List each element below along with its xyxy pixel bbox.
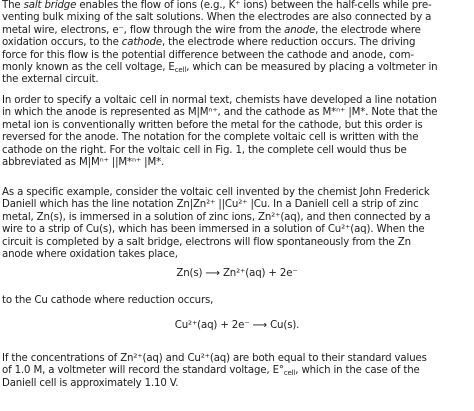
text-line: circuit is completed by a salt bridge, electrons will flow spontaneously from the Zn [2, 236, 411, 248]
text-line: metal ion is conventionally written before the metal for the cathode, but this order is [2, 119, 423, 131]
paragraph-reduction-intro [2, 295, 472, 307]
text-line: force for this flow is the potential difference between the cathode and anode, com- [2, 49, 414, 61]
text-line: in which the anode is represented as M|Mⁿ⁺, and the cathode as M*ⁿ⁺ |M*. Note that the [2, 107, 438, 119]
text-line: In order to specify a voltaic cell in normal text, chemists have developed a line notation [2, 95, 437, 106]
oxidation-equation: Zn(s) ⟶ Zn²⁺(aq) + 2e⁻ [176, 268, 298, 279]
text-line: metal wire, electrons, e⁻, flow through the wire from the anode, the electrode where [2, 24, 421, 36]
text-line: The salt bridge enables the flow of ions (e.g., K⁺ ions) between the half-cells while pre- [2, 0, 432, 11]
text-line: abbreviated as M|Mⁿ⁺ ||M*ⁿ⁺ |M*. [2, 157, 165, 169]
reduction-equation: Cu²⁺(aq) + 2e⁻ ⟶ Cu(s). [174, 320, 300, 331]
text-line: of 1.0 M, a voltmeter will record the standard voltage, $E^\circ_{cell}$, which in the case of the [2, 365, 420, 378]
text-line: wire to a strip of Cu(s), which has been immersed in a solution of Cu²⁺(aq). When the [2, 224, 425, 236]
text-line: cathode on the right. For the voltaic cell in Fig. 1, the complete cell would thus be [2, 144, 407, 156]
text-line: As a specific example, consider the voltaic cell invented by the chemist John Frederick [2, 187, 430, 198]
text-line: anode where oxidation takes place, [2, 249, 178, 261]
text-line: oxidation occurs, to the cathode, the electrode where reduction occurs. The driving [2, 37, 416, 49]
text-line: metal, Zn(s), is immersed in a solution of zinc ions, Zn²⁺(aq), and then connected by a [2, 211, 431, 223]
text-line: venting bulk mixing of the salt solutions. When the electrodes are also connected by a [2, 12, 432, 24]
paragraph-standard-voltage [2, 353, 472, 390]
text-line: reversed for the anode. The notation for the complete voltaic cell is written with the [2, 132, 419, 144]
text-line: Daniell cell is approximately 1.10 V. [2, 377, 179, 389]
text-line: monly known as the cell voltage, $E_{cell}$, which can be measured by placing a voltmeter in [2, 62, 438, 75]
text-line: Daniell which has the line notation Zn|Zn²⁺ ||Cu²⁺ |Cu. In a Daniell cell a strip of zinc [2, 199, 419, 211]
text-line: to the Cu cathode where reduction occurs, [2, 295, 214, 306]
paragraph-daniell-cell [2, 187, 472, 261]
text-line: If the concentrations of Zn²⁺(aq) and Cu²⁺(aq) are both equal to their standard values [2, 353, 427, 364]
text-line: the external circuit. [2, 74, 99, 86]
paragraph-line-notation [2, 95, 472, 169]
paragraph-salt-bridge [2, 0, 472, 87]
